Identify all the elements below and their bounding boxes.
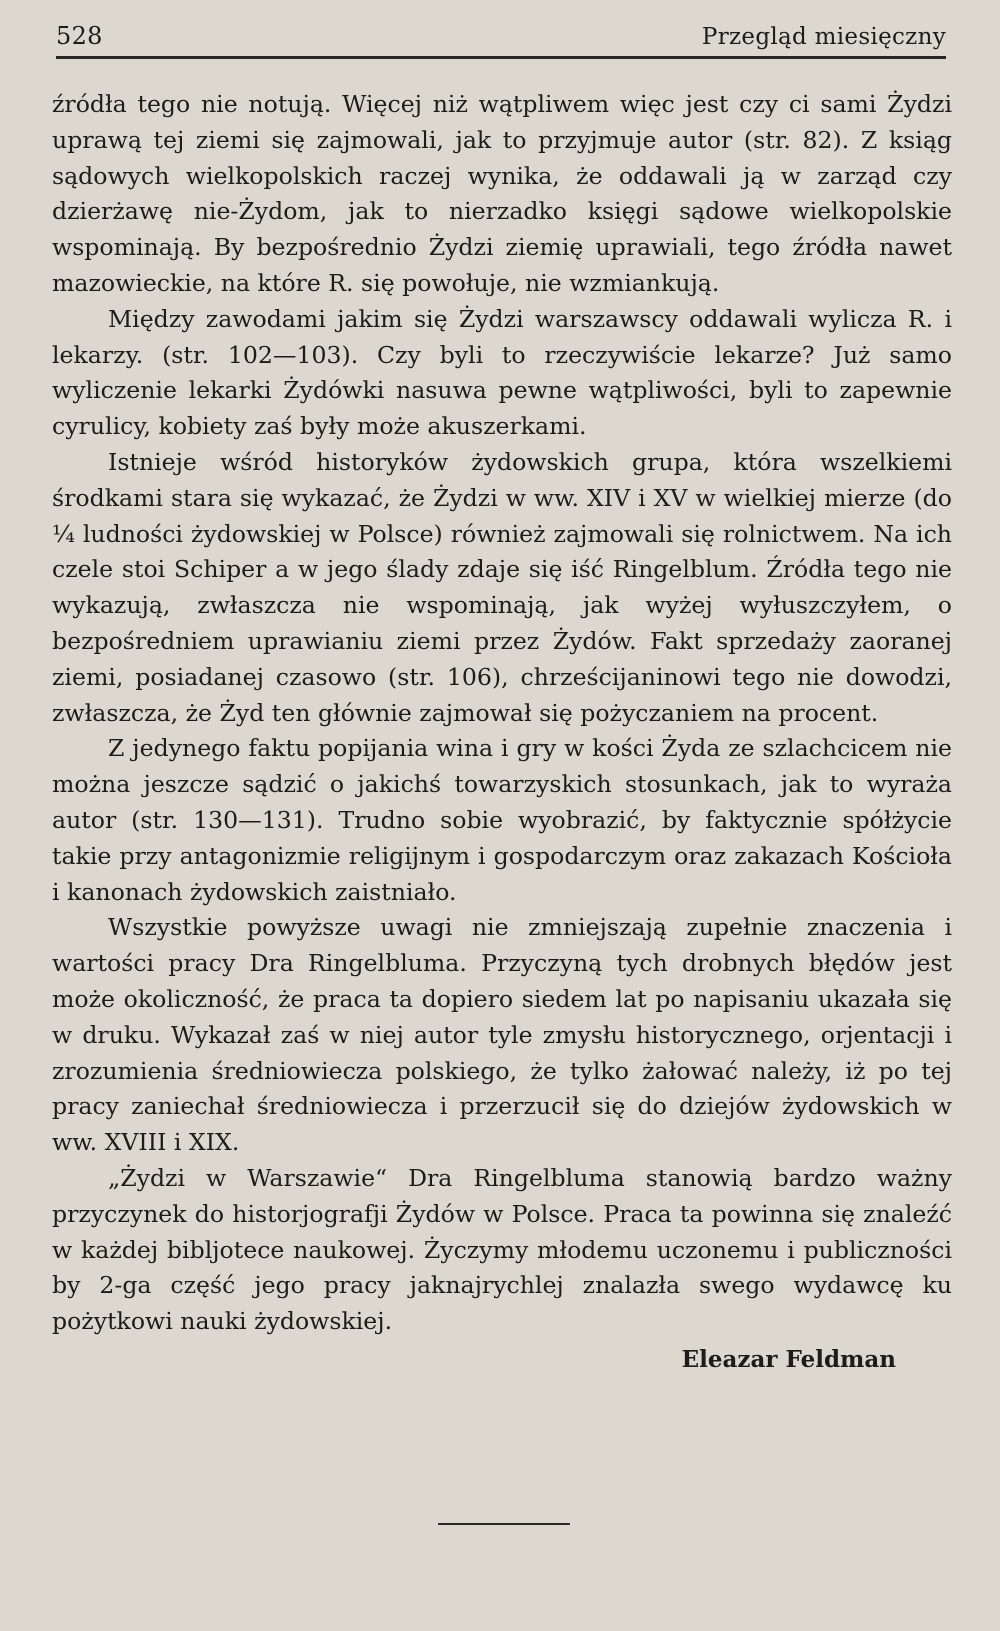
page-number: 528	[56, 22, 103, 50]
page-header	[56, 22, 946, 59]
footer-divider	[438, 1523, 570, 1525]
author-signature: Eleazar Feldman	[681, 1345, 896, 1373]
paragraph-6: „Żydzi w Warszawie“ Dra Ringelbluma stanowią bardzo ważny przyczynek do historjografji Żydów w Polsce. Praca ta powinna się znaleźć w każdej bibljotece naukowej. Życzymy młodemu uczonemu i publiczności by 2-ga część jego pracy jaknajrychlej znalazła swego wydawcę ku pożytkowi nauki żydowskiej.	[52, 1163, 952, 1336]
paragraph-5: Wszystkie powyższe uwagi nie zmniejszają zupełnie znaczenia i wartości pracy Dra Ringelbluma. Przyczyną tych drobnych błędów jest może okoliczność, że praca ta dopiero siedem lat po napisaniu ukazała się w druku. Wykazał zaś w niej autor tyle zmysłu historycznego, orjentacji i zrozumienia średniowiecza polskiego, że tylko żałować należy, iż po tej pracy zaniechał średniowiecza i przerzucił się do dziejów żydowskich w ww. XVIII i XIX.	[52, 913, 952, 1157]
paragraph-4: Z jedynego faktu popijania wina i gry w kości Żyda ze szlachcicem nie można jeszcze sądzić o jakichś towarzyskich stosunkach, jak to wyraża autor (str. 130—131). Trudno sobie wyobrazić, by faktycznie spółżycie takie przy antagonizmie religijnym i gospodarczym oraz zakazach Kościoła i kanonach żydowskich zaistniało.	[52, 734, 952, 906]
paragraph-1: źródła tego nie notują. Więcej niż wątpliwem więc jest czy ci sami Żydzi uprawą tej ziemi się zajmowali, jak to przyjmuje autor (str. 82). Z ksiąg sądowych wielkopolskich raczej wynika, że oddawali ją w zarząd czy dzierżawę nie-Żydom, jak to nierzadko księgi sądowe wielkopolskie wspominają. By bezpośrednio Żydzi ziemię uprawiali, tego źródła nawet mazowieckie, na które R. się powołuje, nie wzmiankują.	[52, 90, 952, 297]
paragraph-2: Między zawodami jakim się Żydzi warszawscy oddawali wylicza R. i lekarzy. (str. 102—103). Czy byli to rzeczywiście lekarze? Już samo wyliczenie lekarki Żydówki nasuwa pewne wątpliwości, byli to zapewnie cyrulicy, kobiety zaś były może akuszerkami.	[52, 304, 952, 441]
article-body	[52, 87, 952, 1340]
running-title: Przegląd miesięczny	[701, 24, 946, 50]
paragraph-3: Istnieje wśród historyków żydowskich grupa, która wszelkiemi środkami stara się wykazać, że Żydzi w ww. XIV i XV w wielkiej mierze (do ¼ ludności żydowskiej w Polsce) również zajmowali się rolnictwem. Na ich czele stoi Schiper a w jego ślady zdaje się iść Ringelblum. Źródła tego nie wykazują, zwłaszcza nie wspominają, jak wyżej wyłuszczyłem, o bezpośredniem uprawianiu ziemi przez Żydów. Fakt sprzedaży zaoranej ziemi, posiadanej czasowo (str. 106), chrześcijaninowi tego nie dowodzi, zwłaszcza, że Żyd ten głównie zajmował się pożyczaniem na procent.	[52, 447, 952, 727]
